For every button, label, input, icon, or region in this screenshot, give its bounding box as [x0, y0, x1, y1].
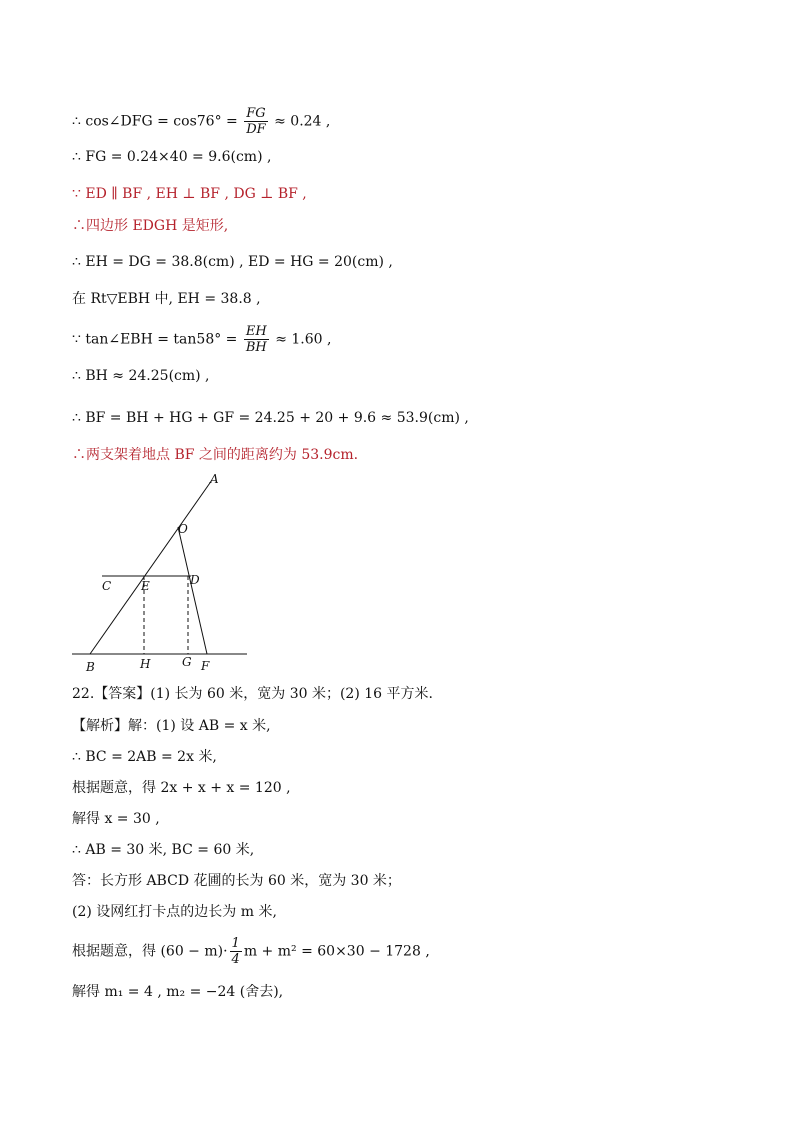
label-c: C: [102, 579, 112, 593]
analysis-line-9: 解得 m₁ = 4 , m₂ = −24 (舍去),: [72, 984, 284, 1000]
label-o: O: [178, 522, 188, 536]
geometry-figure: [70, 470, 260, 675]
fraction-one-quarter: [230, 936, 242, 967]
label-a: A: [210, 472, 219, 486]
analysis-line-1: 【解析】解：(1) 设 AB = x 米,: [72, 718, 271, 734]
support-ba: [90, 480, 212, 654]
analysis-line-7: (2) 设网红打卡点的边长为 m 米,: [72, 904, 277, 920]
solution-line-eh-dg: ∴ EH = DG = 38.8(cm) , ED = HG = 20(cm) ,: [72, 254, 393, 270]
analysis-line-4: 解得 x = 30 ,: [72, 811, 160, 827]
fraction-eh-bh: [244, 324, 269, 355]
numerator: 1: [231, 936, 240, 951]
solution-line-parallel: ∵ ED ∥ BF , EH ⊥ BF , DG ⊥ BF ,: [72, 186, 307, 202]
solution-line-cos: [72, 106, 330, 137]
label-d: D: [190, 573, 200, 587]
analysis-line-2: ∴ BC = 2AB = 2x 米,: [72, 749, 217, 765]
text: 根据题意，得 (60 − m)·: [72, 943, 228, 960]
denominator: 4: [231, 952, 240, 967]
denominator: DF: [246, 122, 266, 137]
text: ∵ tan∠EBH = tan58° =: [72, 331, 242, 348]
analysis-line-8: [72, 936, 430, 967]
text: ≈ 1.60 ,: [270, 331, 332, 348]
label-g: G: [182, 655, 192, 669]
support-of: [178, 527, 207, 654]
solution-line-rectangle: ∴四边形 EDGH 是矩形,: [72, 218, 229, 234]
label-h: H: [140, 657, 151, 671]
numerator: FG: [244, 106, 267, 122]
label-b: B: [86, 660, 95, 674]
analysis-line-3: 根据题意，得 2x + x + x = 120 ,: [72, 780, 291, 796]
numerator: EH: [244, 324, 269, 340]
solution-line-fg: ∴ FG = 0.24×40 = 9.6(cm) ,: [72, 149, 272, 165]
analysis-line-6: 答：长方形 ABCD 花圃的长为 60 米，宽为 30 米；: [72, 873, 401, 889]
text: m + m² = 60×30 − 1728 ,: [243, 943, 430, 960]
solution-line-conclusion: ∴两支架着地点 BF 之间的距离约为 53.9cm.: [72, 447, 359, 463]
label-f: F: [201, 659, 210, 673]
fraction-fg-df: [244, 106, 267, 137]
solution-line-bf: ∴ BF = BH + HG + GF = 24.25 + 20 + 9.6 ≈ 53.9(cm) ,: [72, 410, 469, 426]
solution-line-tan: [72, 324, 331, 355]
label-e: E: [141, 579, 150, 593]
solution-line-bh: ∴ BH ≈ 24.25(cm) ,: [72, 368, 210, 384]
text: ≈ 0.24 ,: [269, 113, 331, 130]
denominator: BH: [245, 340, 267, 355]
text: ∴ cos∠DFG = cos76° =: [72, 113, 243, 130]
analysis-line-5: ∴ AB = 30 米, BC = 60 米,: [72, 842, 255, 858]
solution-line-rt-triangle: 在 Rt▽EBH 中, EH = 38.8 ,: [72, 291, 261, 307]
answer-header: 22.【答案】(1) 长为 60 米，宽为 30 米；(2) 16 平方米.: [72, 686, 433, 702]
